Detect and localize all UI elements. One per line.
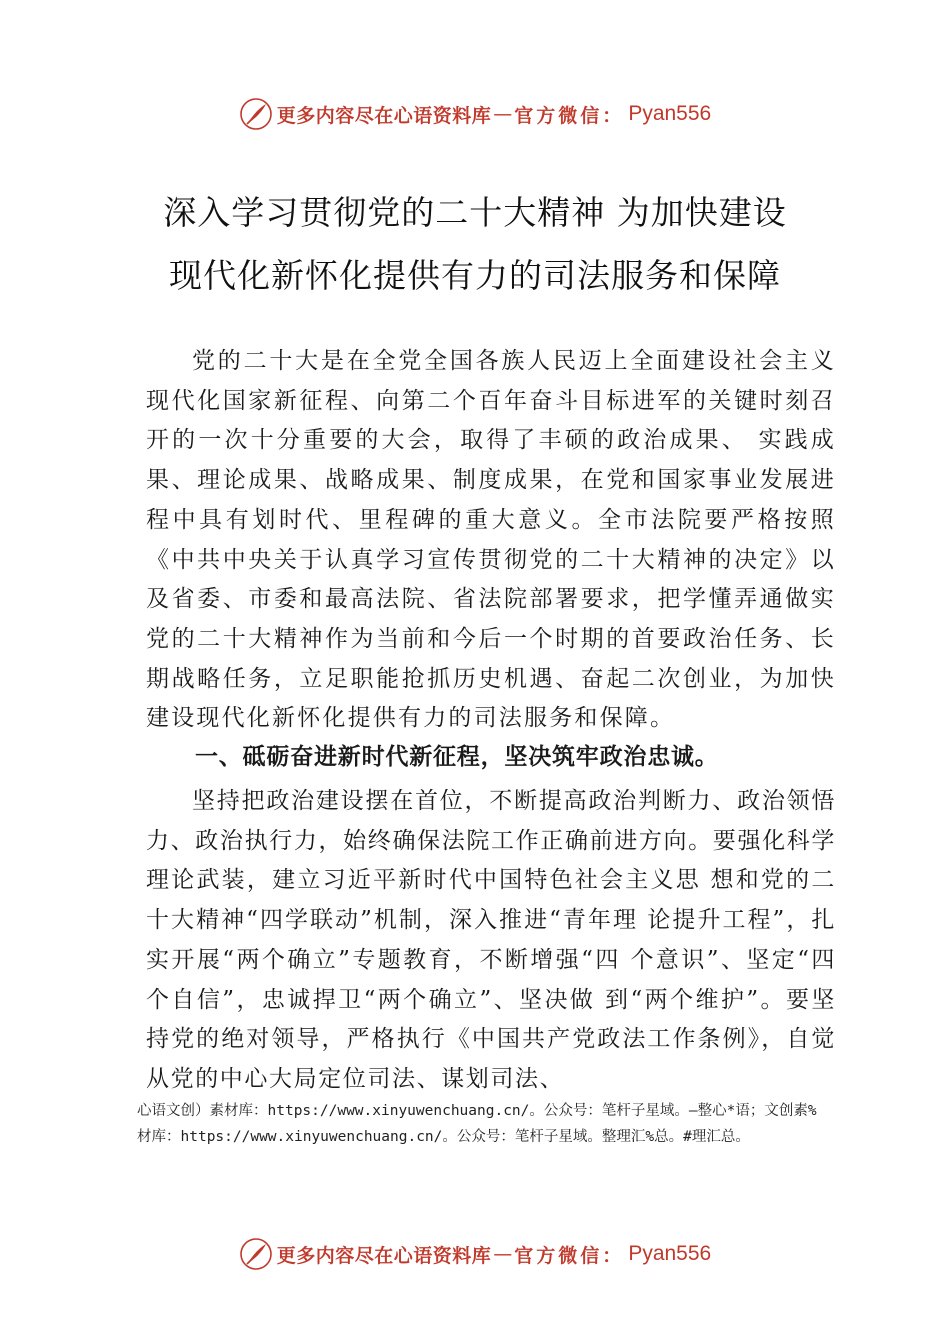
footnote-text: 心语文创）素材库：https://www.xinyuwenchuang.cn/。公众号：笔杆子星域。—整心*语；文创素%材库：https://www.xinyuwenchuang.cn/。公众号：笔杆子星域。整理汇%总。#理汇总。: [137, 1103, 817, 1145]
document-title-line-2: 现代化新怀化提供有力的司法服务和保障: [169, 256, 781, 295]
banner-wechat-id: Pyan556: [628, 1242, 712, 1265]
body-paragraph-1: 党的二十大是在全党全国各族人民迈上全面建设社会主义现代化国家新征程、向第二个百年奋斗目标进军的关键时刻召开的一次十分重要的大会，取得了丰硕的政治成果、 实践成果、理论成果、战略成果、制度成果，在党和国家事业发展进程中具有划时代、里程碑的重大意义。全市法院要严格按照《中共中央关于认真学习宣传贯彻党的二十大精神的决定》以及省委、市委和最高法院、省法院部署要求，把学懂弄通做实党的二十大精神作为当前和今后一个时期的首要政治任务、长期战略任务，立足职能抢抓历史机遇、奋起二次创业，为加快建设现代化新怀化提供有力的司法服务和保障。: [146, 348, 836, 732]
banner-wechat-label: 官方微信：: [514, 104, 625, 127]
banner-wechat-label: 官方微信：: [514, 1244, 625, 1267]
section-heading-1: 一、砥砺奋进新时代新征程，坚决筑牢政治忠诚。: [195, 744, 719, 770]
feather-quill-icon: [239, 1237, 273, 1271]
body-paragraph-2: 坚持把政治建设摆在首位，不断提高政治判断力、政治领悟力、政治执行力，始终确保法院工作正确前进方向。要强化科学理论武装，建立习近平新时代中国特色社会主义思 想和党的二十大精神“四学联动”机制，深入推进“青年理 论提升工程”，扎实开展“两个确立”专题教育，不断增强“四 个意识”、坚定“四个自信”，忠诚捍卫“两个确立”、坚决做 到“两个维护”。要坚持党的绝对领导，严格执行《中国共产党政法工作条例》，自觉从党的中心大局定位司法、谋划司法、: [146, 788, 836, 1092]
document-title-line-1: 深入学习贯彻党的二十大精神 为加快建设: [163, 193, 787, 232]
footer-watermark-banner: [0, 1232, 950, 1276]
banner-separator: —: [493, 1243, 513, 1265]
banner-text: 更多内容尽在心语资料库: [276, 104, 492, 127]
banner-text: 更多内容尽在心语资料库: [276, 1244, 492, 1267]
feather-quill-icon: [239, 97, 273, 131]
banner-separator: —: [493, 103, 513, 125]
banner-wechat-id: Pyan556: [628, 102, 712, 125]
header-watermark-banner: [0, 92, 950, 136]
